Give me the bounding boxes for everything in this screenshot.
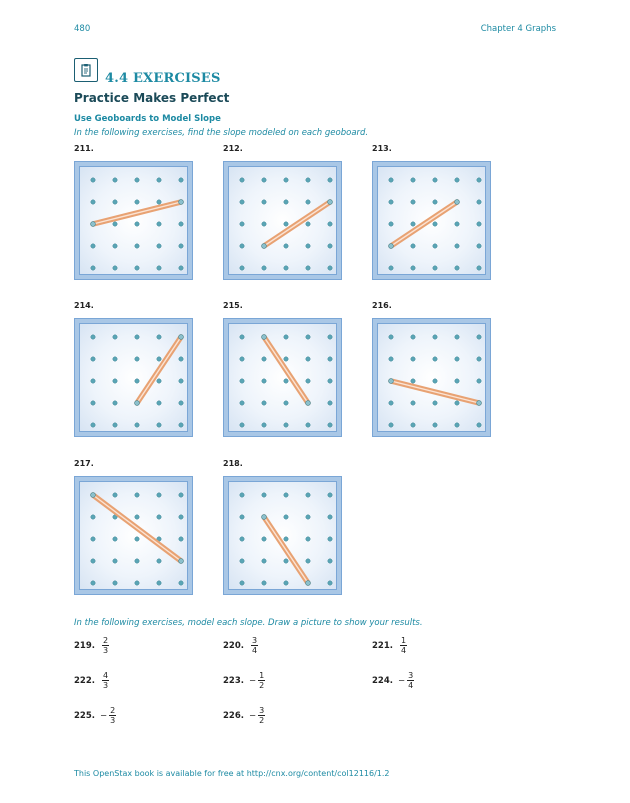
- geoboard-peg: [306, 200, 310, 204]
- geoboard-peg: [328, 515, 332, 519]
- geoboard-peg: [262, 559, 266, 563]
- geoboard-peg: [328, 559, 332, 563]
- rubber-band-highlight: [264, 202, 330, 246]
- geoboard-pegs: [229, 482, 338, 591]
- numerator: 4: [102, 671, 109, 680]
- problem-number: 226.: [223, 710, 244, 721]
- geoboard-peg: [477, 178, 481, 182]
- geoboard-peg: [411, 200, 415, 204]
- exercise-number: 216.: [372, 301, 392, 310]
- geoboard-peg: [433, 357, 437, 361]
- problem-number: 220.: [223, 640, 244, 651]
- geoboard-peg: [240, 335, 244, 339]
- geoboard-peg: [135, 493, 139, 497]
- geoboard-peg: [262, 200, 266, 204]
- slope-problem: [223, 636, 258, 655]
- geoboard-peg: [262, 423, 266, 427]
- denominator: 3: [102, 646, 109, 655]
- problem-number: 221.: [372, 640, 393, 651]
- geoboard-peg: [157, 423, 161, 427]
- geoboard-peg: [157, 401, 161, 405]
- denominator: 2: [259, 681, 265, 690]
- geoboard-peg: [135, 178, 139, 182]
- geoboard-peg: [306, 178, 310, 182]
- geoboard-peg: [455, 423, 459, 427]
- geoboard-peg: [328, 244, 332, 248]
- geoboard-peg: [179, 515, 183, 519]
- rubber-band-highlight: [137, 337, 181, 403]
- geoboard-peg: [157, 335, 161, 339]
- denominator: 4: [408, 681, 414, 690]
- denominator: 2: [259, 716, 265, 725]
- geoboard-peg: [455, 222, 459, 226]
- geoboard-peg: [411, 266, 415, 270]
- geoboard-peg: [179, 266, 183, 270]
- problem-number: 223.: [223, 675, 244, 686]
- geoboard-peg: [411, 357, 415, 361]
- geoboard-peg: [328, 493, 332, 497]
- fraction: [251, 636, 258, 655]
- geoboard-peg: [179, 357, 183, 361]
- band-anchor-peg: [262, 244, 267, 249]
- geoboard-peg: [284, 401, 288, 405]
- geoboard-peg: [306, 266, 310, 270]
- geoboard-pegs: [229, 324, 338, 433]
- geoboard: [74, 161, 193, 280]
- geoboard-peg: [306, 559, 310, 563]
- geoboard-peg: [240, 515, 244, 519]
- geoboard-peg: [157, 357, 161, 361]
- geoboard-peg: [179, 423, 183, 427]
- geoboard-peg: [240, 222, 244, 226]
- slope-problem: [223, 671, 265, 690]
- geoboard-peg: [113, 266, 117, 270]
- fraction: [258, 671, 265, 690]
- geoboard-peg: [328, 581, 332, 585]
- geoboard-peg: [306, 515, 310, 519]
- geoboard: [223, 161, 342, 280]
- geoboard-peg: [262, 178, 266, 182]
- geoboard-peg: [284, 335, 288, 339]
- fraction: [258, 706, 265, 725]
- geoboard-peg: [284, 515, 288, 519]
- geoboard-peg: [433, 178, 437, 182]
- fraction: [400, 636, 407, 655]
- geoboard-peg: [179, 244, 183, 248]
- geoboard-peg: [455, 178, 459, 182]
- geoboard-peg: [262, 357, 266, 361]
- geoboard-peg: [135, 559, 139, 563]
- geoboard-peg: [328, 178, 332, 182]
- geoboard-peg: [411, 222, 415, 226]
- geoboard: [372, 318, 491, 437]
- subsection-title: Use Geoboards to Model Slope: [74, 114, 221, 124]
- geoboard-peg: [262, 537, 266, 541]
- geoboard-peg: [328, 266, 332, 270]
- section-subtitle: Practice Makes Perfect: [74, 91, 230, 105]
- geoboard-peg: [91, 515, 95, 519]
- geoboard-peg: [328, 537, 332, 541]
- geoboard-peg: [477, 423, 481, 427]
- geoboard-peg: [240, 581, 244, 585]
- geoboard-peg: [179, 537, 183, 541]
- geoboard-peg: [284, 537, 288, 541]
- denominator: 4: [400, 646, 407, 655]
- geoboard-peg: [477, 357, 481, 361]
- geoboard: [74, 318, 193, 437]
- geoboard-peg: [455, 379, 459, 383]
- slope-problem: [74, 706, 116, 725]
- geoboard-peg: [284, 222, 288, 226]
- geoboard: [223, 318, 342, 437]
- geoboard-peg: [284, 178, 288, 182]
- rubber-band-highlight: [93, 202, 181, 224]
- geoboard-peg: [389, 335, 393, 339]
- geoboard-peg: [135, 244, 139, 248]
- geoboard-peg: [411, 178, 415, 182]
- geoboard-peg: [179, 401, 183, 405]
- geoboard-peg: [433, 266, 437, 270]
- geoboard-peg: [328, 335, 332, 339]
- rubber-band-highlight: [264, 337, 308, 403]
- geoboard-peg: [477, 335, 481, 339]
- geoboard-peg: [113, 178, 117, 182]
- geoboard-peg: [284, 200, 288, 204]
- geoboard-peg: [113, 244, 117, 248]
- rubber-band-highlight: [391, 202, 457, 246]
- geoboard-peg: [262, 266, 266, 270]
- geoboard-peg: [284, 581, 288, 585]
- geoboard-peg: [91, 178, 95, 182]
- fraction: [102, 636, 109, 655]
- geoboard-peg: [113, 379, 117, 383]
- problem-number: 225.: [74, 710, 95, 721]
- geoboard-peg: [389, 266, 393, 270]
- geoboard-peg: [433, 335, 437, 339]
- geoboard-peg: [157, 581, 161, 585]
- geoboard-peg: [433, 222, 437, 226]
- geoboard-peg: [240, 493, 244, 497]
- geoboard-peg: [113, 537, 117, 541]
- negative-sign: −: [248, 710, 257, 721]
- geoboard-peg: [91, 581, 95, 585]
- geoboard-peg: [157, 493, 161, 497]
- geoboard-peg: [328, 379, 332, 383]
- rubber-band-highlight: [391, 381, 479, 403]
- exercise-number: 211.: [74, 144, 94, 153]
- geoboard-peg: [411, 379, 415, 383]
- geoboard-peg: [389, 200, 393, 204]
- geoboard-pegs: [80, 167, 189, 276]
- geoboard-peg: [135, 266, 139, 270]
- geoboard-peg: [135, 357, 139, 361]
- geoboard-peg: [306, 423, 310, 427]
- band-anchor-peg: [262, 335, 267, 340]
- problem-number: 224.: [372, 675, 393, 686]
- band-anchor-peg: [179, 200, 184, 205]
- band-anchor-peg: [179, 335, 184, 340]
- geoboard-pegs: [378, 324, 487, 433]
- model-instructions: In the following exercises, model each slope. Draw a picture to show your results.: [74, 618, 423, 628]
- numerator: 2: [102, 636, 109, 645]
- geoboard-peg: [91, 244, 95, 248]
- geoboard-pegs: [80, 482, 189, 591]
- numerator: 3: [408, 671, 414, 680]
- band-anchor-peg: [306, 581, 311, 586]
- geoboard-peg: [455, 335, 459, 339]
- rubber-band-highlight: [93, 495, 181, 561]
- geoboard-peg: [262, 222, 266, 226]
- geoboard-peg: [306, 357, 310, 361]
- geoboard-peg: [240, 244, 244, 248]
- geoboard-peg: [113, 222, 117, 226]
- geoboard-peg: [411, 335, 415, 339]
- geoboard-peg: [455, 357, 459, 361]
- slope-problem: [223, 706, 265, 725]
- geoboard-peg: [433, 379, 437, 383]
- geoboard-peg: [113, 493, 117, 497]
- geoboard-peg: [455, 266, 459, 270]
- geoboard-peg: [135, 200, 139, 204]
- exercises-icon: [74, 58, 98, 82]
- geoboard-peg: [433, 423, 437, 427]
- geoboard-peg: [284, 493, 288, 497]
- geoboard-peg: [389, 178, 393, 182]
- geoboard-peg: [113, 200, 117, 204]
- exercise-number: 212.: [223, 144, 243, 153]
- geoboard-peg: [91, 401, 95, 405]
- band-anchor-peg: [328, 200, 333, 205]
- section-title: 4.4 EXERCISES: [105, 71, 221, 86]
- slope-problem: [74, 671, 109, 690]
- geoboard-peg: [328, 401, 332, 405]
- fraction: [109, 706, 116, 725]
- geoboard-peg: [240, 357, 244, 361]
- geoboard-peg: [328, 423, 332, 427]
- geoboard-peg: [91, 357, 95, 361]
- geoboard-peg: [91, 537, 95, 541]
- band-anchor-peg: [477, 401, 482, 406]
- geoboard-peg: [411, 401, 415, 405]
- footer-link-text: This OpenStax book is available for free at http://cnx.org/content/col12116/1.2: [74, 769, 390, 778]
- geoboard-peg: [157, 266, 161, 270]
- geoboard-peg: [328, 357, 332, 361]
- geoboard-instructions: In the following exercises, find the slope modeled on each geoboard.: [74, 128, 369, 138]
- geoboard-peg: [113, 401, 117, 405]
- geoboard-peg: [284, 379, 288, 383]
- geoboard-peg: [284, 559, 288, 563]
- negative-sign: −: [397, 675, 406, 686]
- band-anchor-peg: [262, 515, 267, 520]
- geoboard: [223, 476, 342, 595]
- geoboard-peg: [135, 335, 139, 339]
- denominator: 3: [110, 716, 116, 725]
- numerator: 1: [259, 671, 265, 680]
- geoboard-peg: [389, 401, 393, 405]
- geoboard-peg: [477, 266, 481, 270]
- exercise-number: 213.: [372, 144, 392, 153]
- geoboard-peg: [284, 266, 288, 270]
- geoboard-peg: [389, 357, 393, 361]
- numerator: 3: [259, 706, 265, 715]
- slope-problem: [372, 636, 407, 655]
- geoboard-peg: [179, 493, 183, 497]
- band-anchor-peg: [91, 493, 96, 498]
- geoboard-peg: [135, 423, 139, 427]
- geoboard-peg: [135, 515, 139, 519]
- rubber-band-highlight: [264, 517, 308, 583]
- geoboard-pegs: [80, 324, 189, 433]
- denominator: 3: [102, 681, 109, 690]
- geoboard-peg: [91, 559, 95, 563]
- geoboard-peg: [135, 222, 139, 226]
- band-anchor-peg: [179, 559, 184, 564]
- geoboard-pegs: [378, 167, 487, 276]
- geoboard-peg: [157, 222, 161, 226]
- numerator: 3: [251, 636, 258, 645]
- geoboard-peg: [113, 335, 117, 339]
- geoboard-peg: [477, 222, 481, 226]
- geoboard-peg: [433, 200, 437, 204]
- geoboard-peg: [477, 244, 481, 248]
- geoboard: [372, 161, 491, 280]
- geoboard-peg: [157, 200, 161, 204]
- geoboard-peg: [389, 222, 393, 226]
- geoboard-peg: [284, 357, 288, 361]
- geoboard-peg: [306, 493, 310, 497]
- negative-sign: −: [99, 710, 108, 721]
- exercise-number: 215.: [223, 301, 243, 310]
- geoboard-peg: [262, 379, 266, 383]
- geoboard-peg: [328, 222, 332, 226]
- geoboard-peg: [433, 244, 437, 248]
- page-number: 480: [74, 24, 91, 34]
- geoboard-pegs: [229, 167, 338, 276]
- geoboard-peg: [284, 244, 288, 248]
- geoboard-peg: [306, 244, 310, 248]
- slope-problem: [372, 671, 414, 690]
- band-anchor-peg: [389, 379, 394, 384]
- geoboard-peg: [306, 335, 310, 339]
- exercise-number: 218.: [223, 459, 243, 468]
- slope-problem: [74, 636, 109, 655]
- band-anchor-peg: [135, 401, 140, 406]
- geoboard-peg: [157, 559, 161, 563]
- exercise-number: 214.: [74, 301, 94, 310]
- geoboard-peg: [477, 200, 481, 204]
- geoboard-peg: [306, 222, 310, 226]
- geoboard-peg: [411, 244, 415, 248]
- band-anchor-peg: [306, 401, 311, 406]
- geoboard-peg: [135, 581, 139, 585]
- geoboard-peg: [411, 423, 415, 427]
- geoboard-peg: [113, 357, 117, 361]
- geoboard-peg: [157, 379, 161, 383]
- fraction: [407, 671, 414, 690]
- geoboard-peg: [113, 581, 117, 585]
- numerator: 2: [110, 706, 116, 715]
- problem-number: 222.: [74, 675, 95, 686]
- geoboard-peg: [240, 537, 244, 541]
- geoboard-peg: [240, 178, 244, 182]
- geoboard-peg: [113, 423, 117, 427]
- numerator: 1: [400, 636, 407, 645]
- geoboard-peg: [262, 581, 266, 585]
- geoboard-peg: [262, 401, 266, 405]
- fraction: [102, 671, 109, 690]
- geoboard-peg: [113, 559, 117, 563]
- band-anchor-peg: [389, 244, 394, 249]
- geoboard-peg: [135, 537, 139, 541]
- geoboard-peg: [455, 244, 459, 248]
- geoboard-peg: [240, 423, 244, 427]
- band-anchor-peg: [455, 200, 460, 205]
- geoboard-peg: [179, 581, 183, 585]
- geoboard-peg: [157, 244, 161, 248]
- geoboard-peg: [135, 379, 139, 383]
- problem-number: 219.: [74, 640, 95, 651]
- geoboard-peg: [306, 537, 310, 541]
- geoboard-peg: [157, 178, 161, 182]
- geoboard-peg: [240, 379, 244, 383]
- geoboard-peg: [157, 515, 161, 519]
- negative-sign: −: [248, 675, 257, 686]
- geoboard-peg: [240, 266, 244, 270]
- exercise-number: 217.: [74, 459, 94, 468]
- geoboard-peg: [179, 178, 183, 182]
- geoboard-peg: [306, 379, 310, 383]
- geoboard-peg: [284, 423, 288, 427]
- chapter-title: Chapter 4 Graphs: [480, 24, 556, 34]
- geoboard-peg: [91, 379, 95, 383]
- geoboard-peg: [179, 222, 183, 226]
- geoboard-peg: [91, 335, 95, 339]
- geoboard-peg: [455, 401, 459, 405]
- geoboard-peg: [433, 401, 437, 405]
- geoboard-peg: [91, 266, 95, 270]
- band-anchor-peg: [91, 222, 96, 227]
- geoboard-peg: [91, 423, 95, 427]
- geoboard-peg: [240, 401, 244, 405]
- geoboard-peg: [262, 493, 266, 497]
- denominator: 4: [251, 646, 258, 655]
- geoboard-peg: [179, 379, 183, 383]
- geoboard-peg: [389, 423, 393, 427]
- geoboard-peg: [477, 379, 481, 383]
- geoboard: [74, 476, 193, 595]
- geoboard-peg: [240, 200, 244, 204]
- geoboard-peg: [240, 559, 244, 563]
- geoboard-peg: [91, 200, 95, 204]
